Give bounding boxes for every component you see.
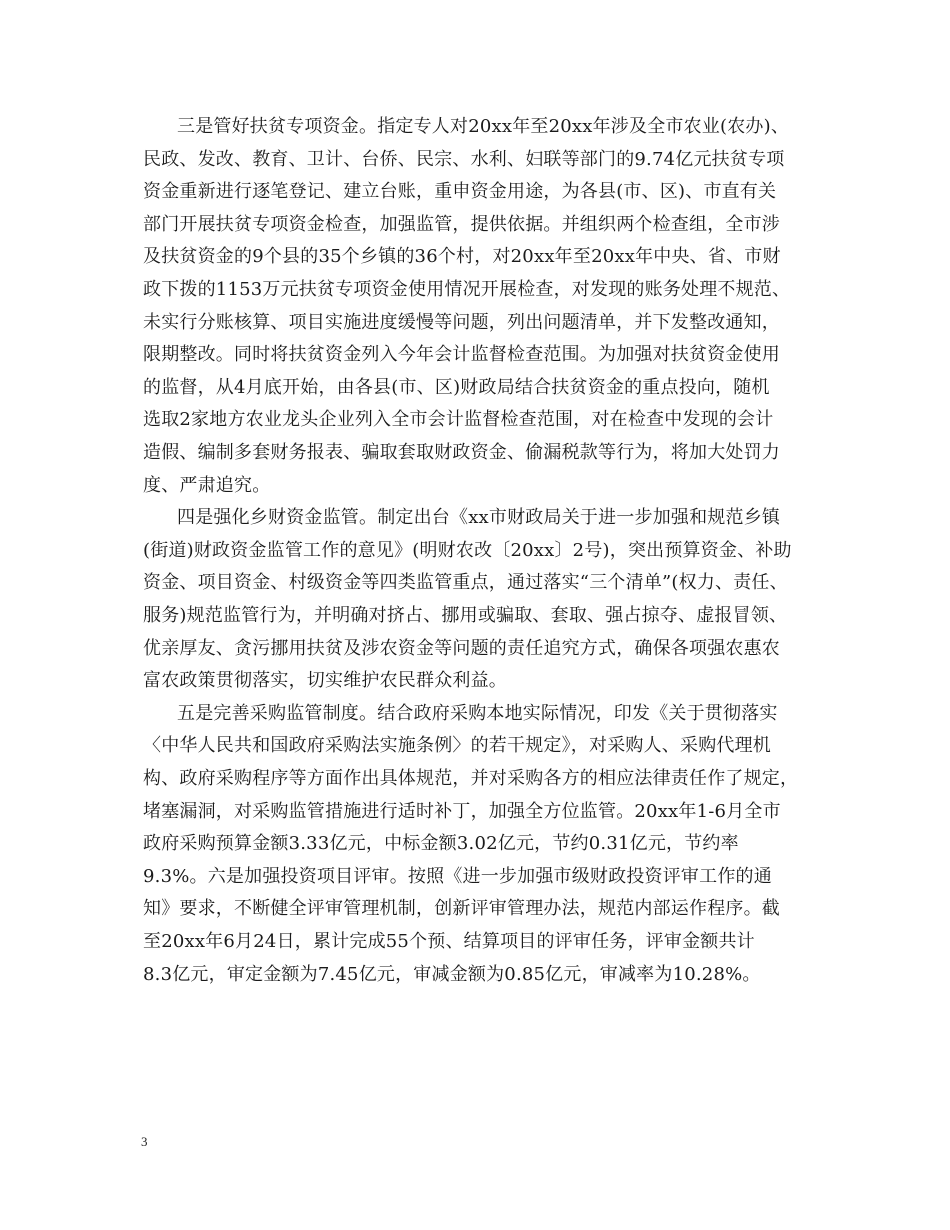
text-line: 的监督，从4月底开始，由各县(市、区)财政局结合扶贫资金的重点投向，随机 — [143, 376, 770, 398]
text-line: 度、严肃追究。 — [143, 474, 271, 496]
text-line: 政下拨的1153万元扶贫专项资金使用情况开展检查，对发现的账务处理不规范、 — [143, 279, 791, 300]
text-line: 三是管好扶贫专项资金。指定专人对20xx年至20xx年涉及全市农业(农办)、 — [177, 116, 790, 137]
page-number: 3 — [141, 1134, 148, 1149]
text-line: 及扶贫资金的9个县的35个乡镇的36个村，对20xx年至20xx年中央、省、市财 — [143, 246, 781, 268]
text-line: 知》要求，不断健全评审管理机制，创新评审管理办法，规范内部运作程序。截 — [143, 898, 780, 920]
text-line: 优亲厚友、贪污挪用扶贫及涉农资金等问题的责任追究方式，确保各项强农惠农 — [143, 637, 780, 659]
text-line: (街道)财政资金监管工作的意见》(明财农改〔20xx〕2号)，突出预算资金、补助 — [143, 539, 792, 561]
text-line: 五是完善采购监管制度。结合政府采购本地实际情况，印发《关于贯彻落实 — [177, 702, 778, 724]
text-line: 民政、发改、教育、卫计、台侨、民宗、水利、妇联等部门的9.74亿元扶贫专项 — [143, 148, 785, 170]
text-line: 限期整改。同时将扶贫资金列入今年会计监督检查范围。为加强对扶贫资金使用 — [143, 344, 780, 366]
text-line: 富农政策贯彻落实，切实维护农民群众利益。 — [143, 670, 507, 692]
text-line: 〈中华人民共和国政府采购法实施条例〉的若干规定》，对采购人、采购代理机 — [143, 735, 771, 757]
text-line: 服务)规范监管行为，并明确对挤占、挪用或骗取、套取、强占掠夺、虚报冒领、 — [143, 605, 788, 626]
text-line: 未实行分账核算、项目实施进度缓慢等问题，列出问题清单，并下发整改通知， — [143, 311, 780, 333]
text-line: 至20xx年6月24日，累计完成55个预、结算项目的评审任务，评审金额共计 — [143, 931, 755, 952]
text-line: 部门开展扶贫专项资金检查，加强监管，提供依据。并组织两个检查组，全市涉 — [143, 213, 780, 235]
text-line: 政府采购预算金额3.33亿元，中标金额3.02亿元，节约0.31亿元，节约率 — [143, 833, 739, 855]
text-line: 8.3亿元，审定金额为7.45亿元，审减金额为0.85亿元，审减率为10.28%。 — [143, 963, 761, 985]
text-line: 资金重新进行逐笔登记、建立台账，重申资金用途，为各县(市、区)、市直有关 — [143, 181, 777, 203]
text-line: 堵塞漏洞，对采购监管措施进行适时补丁，加强全方位监管。20xx年1-6月全市 — [143, 800, 781, 822]
text-line: 造假、编制多套财务报表、骗取套取财政资金、偷漏税款等行为，将加大处罚力 — [143, 442, 780, 463]
text-line: 9.3%。六是加强投资项目评审。按照《进一步加强市级财政投资评审工作的通 — [143, 865, 772, 887]
text-line: 四是强化乡财资金监管。制定出台《xx市财政局关于进一步加强和规范乡镇 — [177, 507, 781, 529]
text-line: 选取2家地方农业龙头企业列入全市会计监督检查范围，对在检查中发现的会计 — [143, 409, 774, 431]
text-line: 构、政府采购程序等方面作出具体规范，并对采购各方的相应法律责任作了规定， — [143, 768, 799, 789]
text-line: 资金、项目资金、村级资金等四类监管重点，通过落实“三个清单”(权力、责任、 — [143, 572, 788, 594]
